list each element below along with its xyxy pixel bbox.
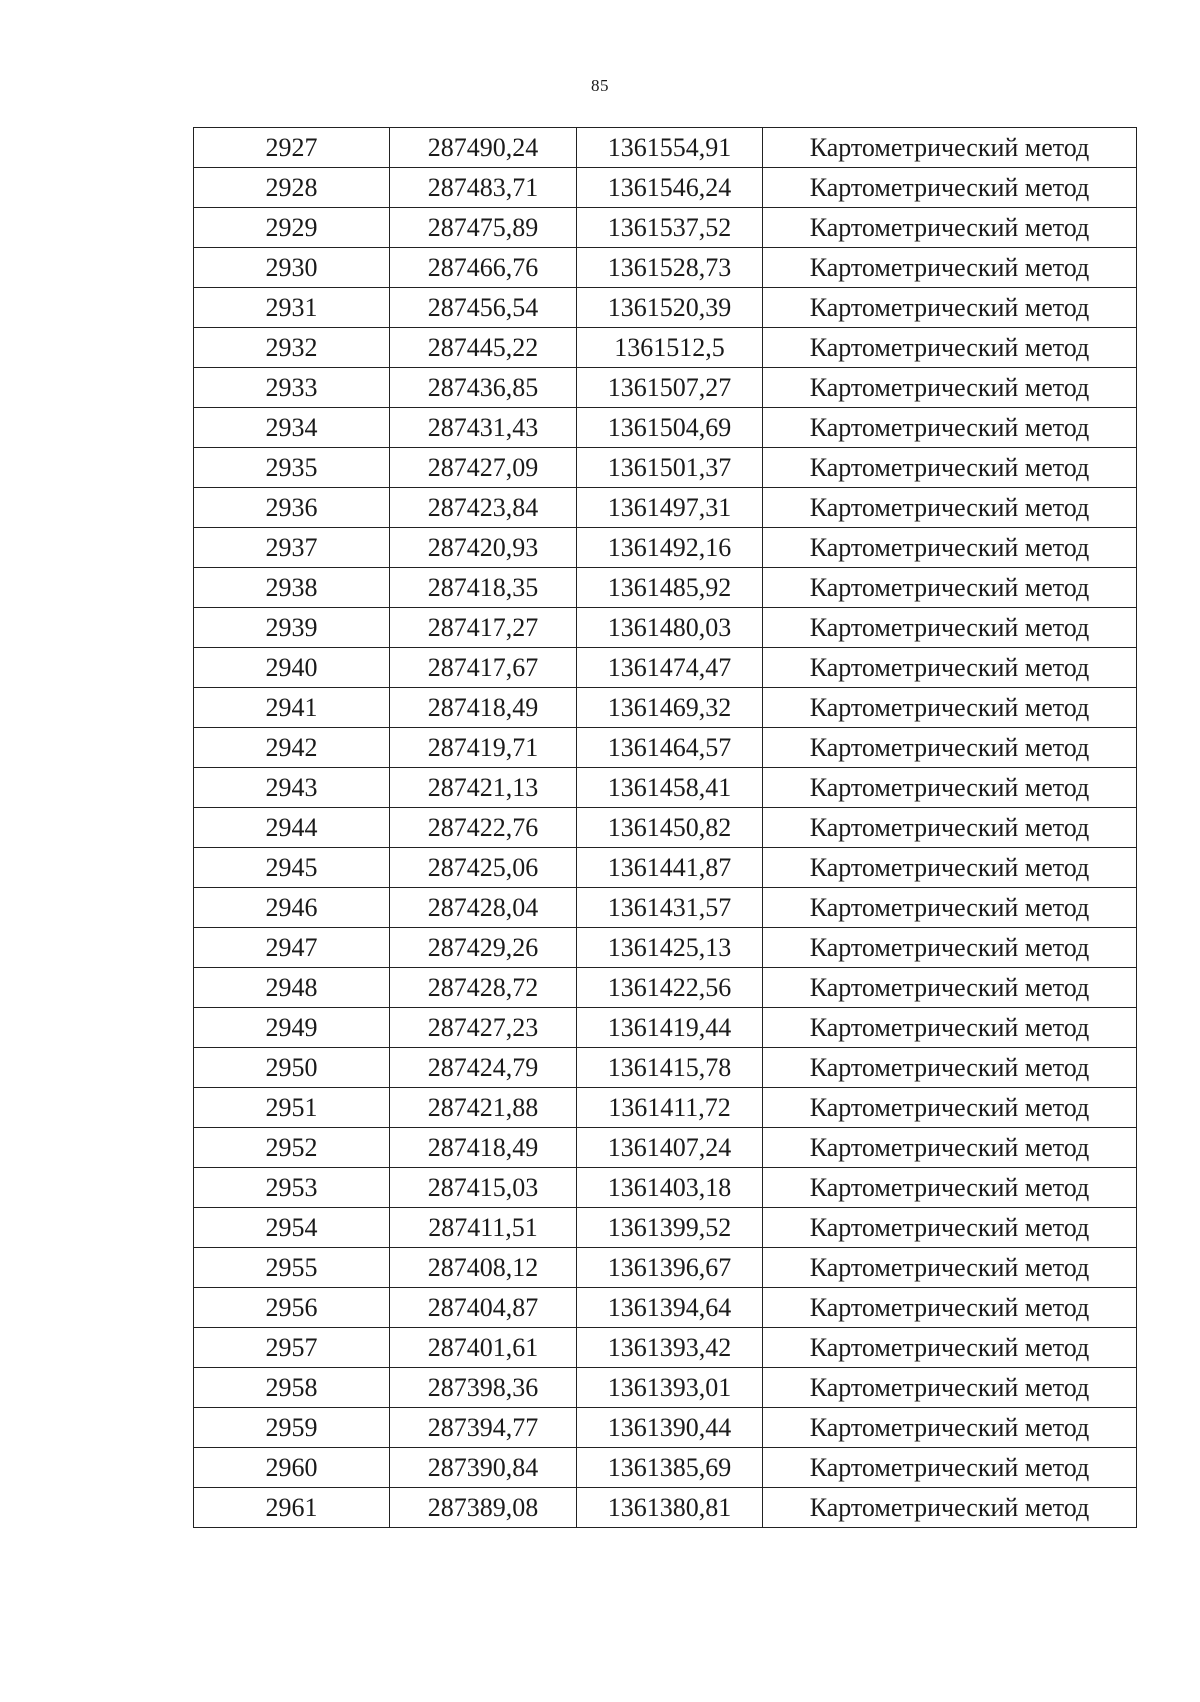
- table-row: [194, 848, 1137, 888]
- point-number-cell: 2943: [194, 768, 390, 808]
- point-number-cell: 2935: [194, 448, 390, 488]
- point-number-cell: 2952: [194, 1128, 390, 1168]
- y-coordinate-cell: 1361546,24: [577, 168, 763, 208]
- table-row: [194, 528, 1137, 568]
- method-cell: Картометрический метод: [763, 1048, 1137, 1088]
- table-row: [194, 288, 1137, 328]
- point-number-cell: 2932: [194, 328, 390, 368]
- table-row: [194, 368, 1137, 408]
- x-coordinate-cell: 287415,03: [390, 1168, 577, 1208]
- x-coordinate-cell: 287428,04: [390, 888, 577, 928]
- y-coordinate-cell: 1361407,24: [577, 1128, 763, 1168]
- y-coordinate-cell: 1361431,57: [577, 888, 763, 928]
- point-number-cell: 2930: [194, 248, 390, 288]
- coordinates-table: [193, 127, 1137, 1528]
- table-row: [194, 1488, 1137, 1528]
- x-coordinate-cell: 287418,35: [390, 568, 577, 608]
- y-coordinate-cell: 1361492,16: [577, 528, 763, 568]
- x-coordinate-cell: 287421,13: [390, 768, 577, 808]
- table-row: [194, 728, 1137, 768]
- point-number-cell: 2949: [194, 1008, 390, 1048]
- method-cell: Картометрический метод: [763, 1288, 1137, 1328]
- point-number-cell: 2945: [194, 848, 390, 888]
- table-row: [194, 888, 1137, 928]
- method-cell: Картометрический метод: [763, 1128, 1137, 1168]
- method-cell: Картометрический метод: [763, 768, 1137, 808]
- coordinates-table-body: [194, 128, 1137, 1528]
- point-number-cell: 2940: [194, 648, 390, 688]
- x-coordinate-cell: 287475,89: [390, 208, 577, 248]
- y-coordinate-cell: 1361520,39: [577, 288, 763, 328]
- point-number-cell: 2954: [194, 1208, 390, 1248]
- x-coordinate-cell: 287398,36: [390, 1368, 577, 1408]
- point-number-cell: 2931: [194, 288, 390, 328]
- y-coordinate-cell: 1361385,69: [577, 1448, 763, 1488]
- x-coordinate-cell: 287436,85: [390, 368, 577, 408]
- point-number-cell: 2938: [194, 568, 390, 608]
- method-cell: Картометрический метод: [763, 368, 1137, 408]
- method-cell: Картометрический метод: [763, 1008, 1137, 1048]
- method-cell: Картометрический метод: [763, 608, 1137, 648]
- x-coordinate-cell: 287445,22: [390, 328, 577, 368]
- method-cell: Картометрический метод: [763, 1408, 1137, 1448]
- point-number-cell: 2927: [194, 128, 390, 168]
- method-cell: Картометрический метод: [763, 488, 1137, 528]
- table-row: [194, 1048, 1137, 1088]
- point-number-cell: 2951: [194, 1088, 390, 1128]
- y-coordinate-cell: 1361501,37: [577, 448, 763, 488]
- y-coordinate-cell: 1361380,81: [577, 1488, 763, 1528]
- table-row: [194, 1088, 1137, 1128]
- point-number-cell: 2961: [194, 1488, 390, 1528]
- y-coordinate-cell: 1361507,27: [577, 368, 763, 408]
- method-cell: Картометрический метод: [763, 568, 1137, 608]
- x-coordinate-cell: 287417,67: [390, 648, 577, 688]
- table-row: [194, 408, 1137, 448]
- x-coordinate-cell: 287389,08: [390, 1488, 577, 1528]
- point-number-cell: 2960: [194, 1448, 390, 1488]
- point-number-cell: 2944: [194, 808, 390, 848]
- y-coordinate-cell: 1361393,01: [577, 1368, 763, 1408]
- table-row: [194, 1328, 1137, 1368]
- method-cell: Картометрический метод: [763, 888, 1137, 928]
- table-row: [194, 168, 1137, 208]
- point-number-cell: 2941: [194, 688, 390, 728]
- method-cell: Картометрический метод: [763, 648, 1137, 688]
- point-number-cell: 2928: [194, 168, 390, 208]
- y-coordinate-cell: 1361485,92: [577, 568, 763, 608]
- point-number-cell: 2953: [194, 1168, 390, 1208]
- x-coordinate-cell: 287401,61: [390, 1328, 577, 1368]
- page-number: 85: [591, 76, 609, 95]
- y-coordinate-cell: 1361403,18: [577, 1168, 763, 1208]
- table-row: [194, 328, 1137, 368]
- point-number-cell: 2934: [194, 408, 390, 448]
- table-row: [194, 968, 1137, 1008]
- table-row: [194, 608, 1137, 648]
- point-number-cell: 2950: [194, 1048, 390, 1088]
- point-number-cell: 2956: [194, 1288, 390, 1328]
- y-coordinate-cell: 1361441,87: [577, 848, 763, 888]
- y-coordinate-cell: 1361419,44: [577, 1008, 763, 1048]
- table-row: [194, 928, 1137, 968]
- y-coordinate-cell: 1361554,91: [577, 128, 763, 168]
- method-cell: Картометрический метод: [763, 448, 1137, 488]
- x-coordinate-cell: 287425,06: [390, 848, 577, 888]
- y-coordinate-cell: 1361450,82: [577, 808, 763, 848]
- x-coordinate-cell: 287417,27: [390, 608, 577, 648]
- x-coordinate-cell: 287483,71: [390, 168, 577, 208]
- method-cell: Картометрический метод: [763, 808, 1137, 848]
- method-cell: Картометрический метод: [763, 1248, 1137, 1288]
- table-row: [194, 1408, 1137, 1448]
- method-cell: Картометрический метод: [763, 1208, 1137, 1248]
- table-row: [194, 1008, 1137, 1048]
- table-row: [194, 648, 1137, 688]
- method-cell: Картометрический метод: [763, 1168, 1137, 1208]
- x-coordinate-cell: 287490,24: [390, 128, 577, 168]
- method-cell: Картометрический метод: [763, 848, 1137, 888]
- x-coordinate-cell: 287427,23: [390, 1008, 577, 1048]
- method-cell: Картометрический метод: [763, 168, 1137, 208]
- x-coordinate-cell: 287466,76: [390, 248, 577, 288]
- table-row: [194, 568, 1137, 608]
- y-coordinate-cell: 1361399,52: [577, 1208, 763, 1248]
- point-number-cell: 2946: [194, 888, 390, 928]
- point-number-cell: 2942: [194, 728, 390, 768]
- x-coordinate-cell: 287420,93: [390, 528, 577, 568]
- method-cell: Картометрический метод: [763, 1088, 1137, 1128]
- y-coordinate-cell: 1361469,32: [577, 688, 763, 728]
- x-coordinate-cell: 287411,51: [390, 1208, 577, 1248]
- table-row: [194, 688, 1137, 728]
- x-coordinate-cell: 287390,84: [390, 1448, 577, 1488]
- table-row: [194, 1128, 1137, 1168]
- table-row: [194, 768, 1137, 808]
- table-row: [194, 248, 1137, 288]
- method-cell: Картометрический метод: [763, 288, 1137, 328]
- y-coordinate-cell: 1361480,03: [577, 608, 763, 648]
- x-coordinate-cell: 287418,49: [390, 1128, 577, 1168]
- x-coordinate-cell: 287456,54: [390, 288, 577, 328]
- y-coordinate-cell: 1361528,73: [577, 248, 763, 288]
- y-coordinate-cell: 1361425,13: [577, 928, 763, 968]
- method-cell: Картометрический метод: [763, 1488, 1137, 1528]
- y-coordinate-cell: 1361458,41: [577, 768, 763, 808]
- y-coordinate-cell: 1361396,67: [577, 1248, 763, 1288]
- table-row: [194, 1368, 1137, 1408]
- y-coordinate-cell: 1361464,57: [577, 728, 763, 768]
- table-row: [194, 808, 1137, 848]
- table-row: [194, 128, 1137, 168]
- point-number-cell: 2958: [194, 1368, 390, 1408]
- point-number-cell: 2955: [194, 1248, 390, 1288]
- x-coordinate-cell: 287427,09: [390, 448, 577, 488]
- y-coordinate-cell: 1361415,78: [577, 1048, 763, 1088]
- x-coordinate-cell: 287424,79: [390, 1048, 577, 1088]
- y-coordinate-cell: 1361497,31: [577, 488, 763, 528]
- method-cell: Картометрический метод: [763, 328, 1137, 368]
- method-cell: Картометрический метод: [763, 128, 1137, 168]
- point-number-cell: 2937: [194, 528, 390, 568]
- y-coordinate-cell: 1361390,44: [577, 1408, 763, 1448]
- point-number-cell: 2947: [194, 928, 390, 968]
- y-coordinate-cell: 1361504,69: [577, 408, 763, 448]
- y-coordinate-cell: 1361422,56: [577, 968, 763, 1008]
- x-coordinate-cell: 287408,12: [390, 1248, 577, 1288]
- point-number-cell: 2957: [194, 1328, 390, 1368]
- x-coordinate-cell: 287431,43: [390, 408, 577, 448]
- x-coordinate-cell: 287422,76: [390, 808, 577, 848]
- table-row: [194, 448, 1137, 488]
- y-coordinate-cell: 1361474,47: [577, 648, 763, 688]
- y-coordinate-cell: 1361411,72: [577, 1088, 763, 1128]
- x-coordinate-cell: 287419,71: [390, 728, 577, 768]
- method-cell: Картометрический метод: [763, 208, 1137, 248]
- point-number-cell: 2939: [194, 608, 390, 648]
- x-coordinate-cell: 287394,77: [390, 1408, 577, 1448]
- method-cell: Картометрический метод: [763, 1448, 1137, 1488]
- point-number-cell: 2933: [194, 368, 390, 408]
- point-number-cell: 2929: [194, 208, 390, 248]
- table-row: [194, 1168, 1137, 1208]
- method-cell: Картометрический метод: [763, 728, 1137, 768]
- point-number-cell: 2959: [194, 1408, 390, 1448]
- x-coordinate-cell: 287421,88: [390, 1088, 577, 1128]
- x-coordinate-cell: 287423,84: [390, 488, 577, 528]
- x-coordinate-cell: 287404,87: [390, 1288, 577, 1328]
- x-coordinate-cell: 287428,72: [390, 968, 577, 1008]
- table-row: [194, 1208, 1137, 1248]
- table-row: [194, 488, 1137, 528]
- table-row: [194, 1248, 1137, 1288]
- table-row: [194, 1288, 1137, 1328]
- table-row: [194, 1448, 1137, 1488]
- method-cell: Картометрический метод: [763, 688, 1137, 728]
- point-number-cell: 2948: [194, 968, 390, 1008]
- y-coordinate-cell: 1361393,42: [577, 1328, 763, 1368]
- method-cell: Картометрический метод: [763, 408, 1137, 448]
- method-cell: Картометрический метод: [763, 928, 1137, 968]
- point-number-cell: 2936: [194, 488, 390, 528]
- x-coordinate-cell: 287429,26: [390, 928, 577, 968]
- method-cell: Картометрический метод: [763, 1368, 1137, 1408]
- method-cell: Картометрический метод: [763, 1328, 1137, 1368]
- y-coordinate-cell: 1361512,5: [577, 328, 763, 368]
- table-row: [194, 208, 1137, 248]
- method-cell: Картометрический метод: [763, 248, 1137, 288]
- y-coordinate-cell: 1361394,64: [577, 1288, 763, 1328]
- method-cell: Картометрический метод: [763, 528, 1137, 568]
- x-coordinate-cell: 287418,49: [390, 688, 577, 728]
- method-cell: Картометрический метод: [763, 968, 1137, 1008]
- y-coordinate-cell: 1361537,52: [577, 208, 763, 248]
